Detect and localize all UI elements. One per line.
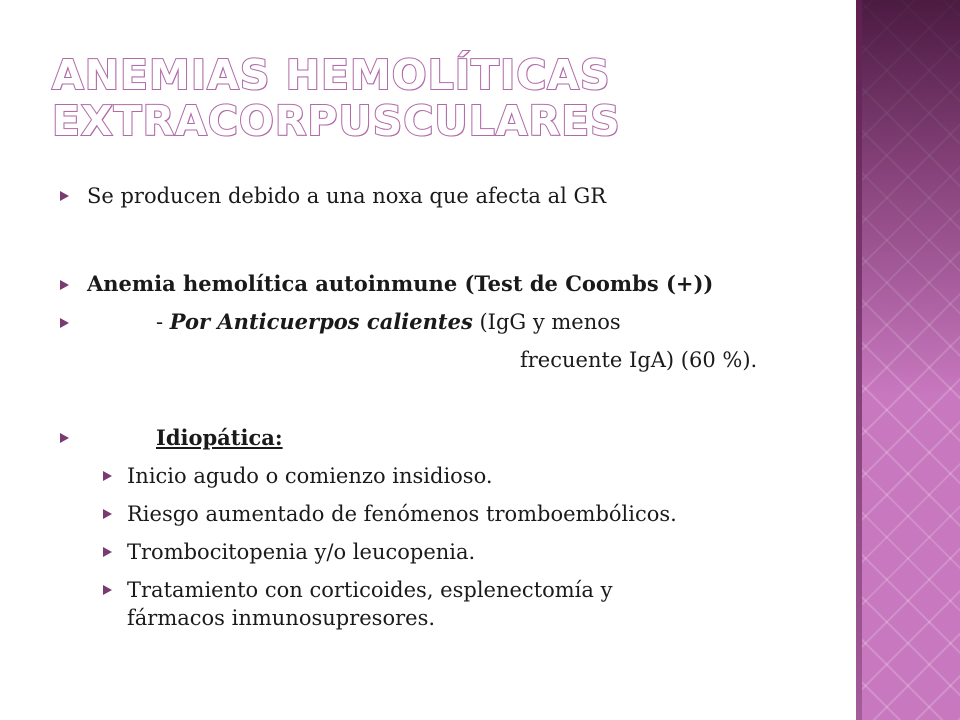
- bullet-text-bold: Anemia hemolítica autoinmune (Test de Coombs (+)): [87, 271, 714, 296]
- sub-bullet-arrow-icon: [103, 509, 112, 519]
- bullet-arrow-icon: [60, 191, 69, 201]
- bullet-text: [156, 308, 621, 336]
- title-line-2: EXTRACORPUSCULARES: [52, 97, 621, 145]
- sub-bullet-text: Riesgo aumentado de fenómenos tromboembólicos.: [127, 502, 677, 526]
- bullet-arrow-icon: [60, 318, 69, 328]
- sub-bullet-arrow-icon: [103, 585, 112, 595]
- sub-bullet-text: Tratamiento con corticoides, esplenectomía y: [127, 578, 613, 602]
- slide-title: [52, 52, 832, 144]
- bullet-prefix: -: [156, 310, 170, 334]
- bullet-arrow-icon: [60, 433, 69, 443]
- sub-bullet-arrow-icon: [103, 471, 112, 481]
- sub-bullet-text: Trombocitopenia y/o leucopenia.: [127, 540, 476, 564]
- bullet-text: Se producen debido a una noxa que afecta al GR: [87, 184, 607, 208]
- sub-bullet-arrow-icon: [103, 547, 112, 557]
- bullet-emphasis: Por Anticuerpos calientes: [169, 309, 473, 334]
- bullet-arrow-icon: [60, 280, 69, 290]
- title-line-1: ANEMIAS HEMOLÍTICAS: [52, 51, 611, 99]
- decorative-side-panel: [856, 0, 960, 720]
- sub-bullet-text: Inicio agudo o comienzo insidioso.: [127, 464, 493, 488]
- bullet-continuation: frecuente IgA) (60 %).: [520, 348, 758, 372]
- bullet-rest: (IgG y menos: [472, 310, 621, 334]
- bullet-heading: Idiopática:: [156, 425, 283, 450]
- sub-bullet-text-continuation: fármacos inmunosupresores.: [127, 606, 436, 630]
